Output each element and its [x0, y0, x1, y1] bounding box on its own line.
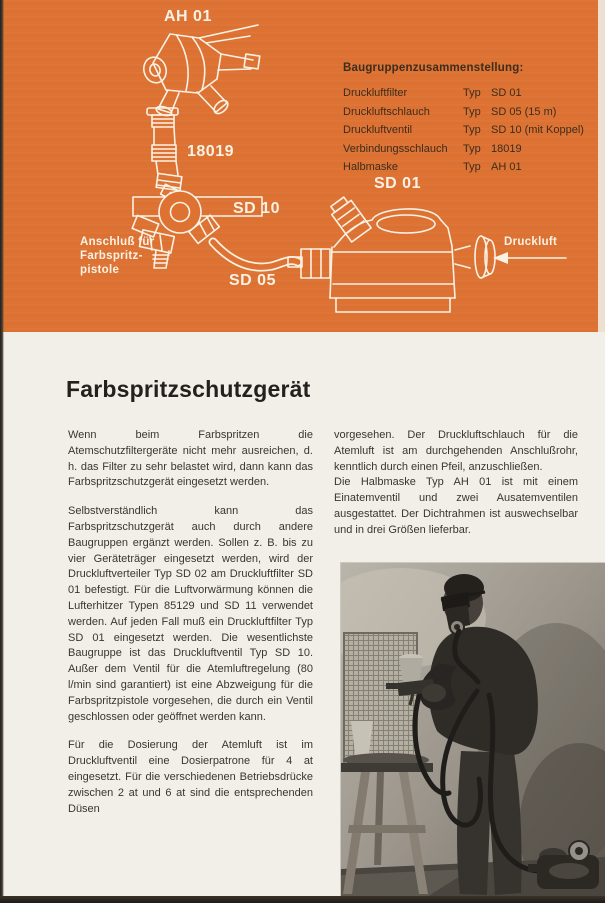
- part-typ-word: Typ: [463, 87, 481, 99]
- page-edge-strip: [598, 0, 605, 332]
- part-type: SD 01: [491, 87, 522, 99]
- scan-edge-bottom: [0, 896, 605, 903]
- hose-label: 18019: [187, 143, 234, 160]
- part-name: Verbindungsschlauch: [343, 142, 448, 155]
- supply-hose-drawing: [213, 242, 298, 267]
- paragraph: vorgesehen. Der Druckluftschlauch für die Atemluft ist am durchgehenden Anschlußrohr, kenntlich durch einen Pfeil, anzuschließen.: [334, 429, 578, 473]
- part-type: 18019: [491, 142, 522, 155]
- part-name: Halbmaske: [343, 161, 399, 173]
- paragraph: Die Halbmaske Typ AH 01 ist mit einem Einatemventil und zwei Ausatemventilen ausgestattet. Der Dichtrahmen ist auswechselbar und in drei Größen lieferbar.: [334, 476, 578, 536]
- compressed-air-arrow: [493, 252, 566, 264]
- part-row: [343, 121, 595, 140]
- paragraph: Für die Dosierung der Atemluft ist im Druckluftventil eine Dosierpatrone für 4 at eingesetzt. Für die verschiedenen Betriebsdrücke zwischen 2 at und 6 at sind die entsprechenden Düsen: [68, 739, 313, 815]
- connection-label-line1: Anschluß für: [80, 236, 155, 248]
- page-title: Farbspritzschutzgerät: [66, 376, 311, 402]
- article-left-column: [68, 428, 313, 830]
- parts-list-title: Baugruppenzusammenstellung:: [343, 62, 524, 74]
- valve-label: SD 10: [233, 200, 280, 217]
- article-right-column: [334, 428, 578, 539]
- part-name: Druckluftventil: [343, 124, 413, 136]
- part-type: AH 01: [491, 161, 522, 173]
- part-typ-word: Typ: [463, 105, 481, 118]
- part-name: Druckluftfilter: [343, 87, 408, 99]
- scan-edge-left: [0, 0, 4, 903]
- part-type: SD 05 (15 m): [491, 105, 557, 118]
- paragraph: Selbstverständlich kann das Farbspritzschutzgerät auch durch andere Baugruppen ergänzt werden. Sollen z. B. bis zu vier Geräteträger eingesetzt werden, wird der Druckluftverteiler Typ SD 02 am Druckluftfilter SD 01 befestigt. Für die Luftvorwärmung können die Lufterhitzer Typen 85129 und SD 11 verwendet werden. Auf jeden Fall muß ein Druckluftfilter Typ SD 01 eingesetzt werden. Die wesentlichste Baugruppe ist das Druckluftventil Typ SD 10. Außer dem Ventil für die Atemluftregelung (80 l/min sind garantiert) ist eine Abzweigung für die Farbspritzpistole vorgesehen, die durch ein Ventil geschlossen oder geöffnet werden kann.: [68, 505, 313, 723]
- hero-panel: [0, 0, 605, 332]
- part-row: [343, 140, 595, 159]
- parts-list: [343, 62, 595, 177]
- half-mask-drawing: [141, 25, 260, 117]
- part-row: [343, 158, 595, 177]
- air-filter-drawing: [288, 195, 495, 312]
- mask-label: AH 01: [164, 8, 212, 25]
- part-type: SD 10 (mit Koppel): [491, 124, 584, 136]
- compressed-air-label: Druckluft: [504, 236, 558, 248]
- part-typ-word: Typ: [463, 161, 481, 173]
- photo-spray-painter: [341, 563, 605, 897]
- paragraph: Wenn beim Farbspritzen die Atemschutzfiltergeräte nicht mehr ausreichen, d. h. das Filter zu sehr belastet wird, dann kann das Farbspritzschutzgerät eingesetzt werden.: [68, 429, 313, 489]
- connection-label-line2: Farbspritz-: [80, 250, 143, 262]
- air-hose-label: SD 05: [229, 272, 276, 289]
- part-row: [343, 103, 595, 122]
- filter-label: SD 01: [374, 175, 421, 192]
- part-row: [343, 84, 595, 103]
- connection-label-line3: pistole: [80, 264, 120, 276]
- part-name: Druckluftschlauch: [343, 105, 430, 118]
- part-typ-word: Typ: [463, 124, 481, 136]
- part-typ-word: Typ: [463, 142, 481, 155]
